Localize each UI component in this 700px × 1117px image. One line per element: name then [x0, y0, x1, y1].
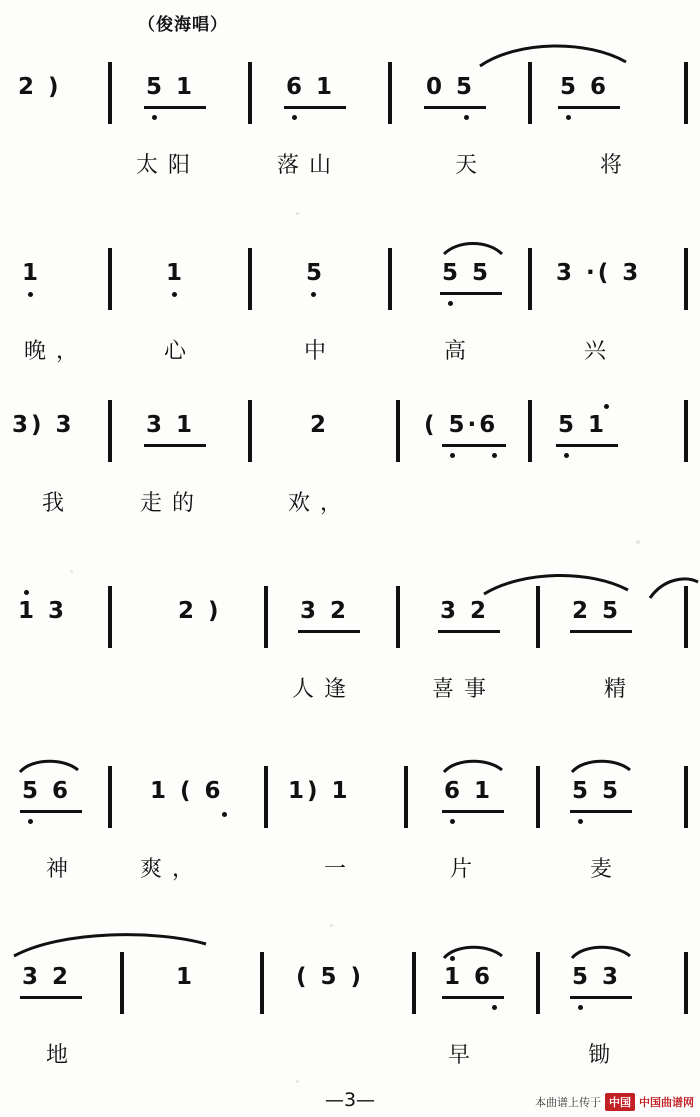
page-number: —3—: [324, 1089, 376, 1111]
barline: [684, 400, 688, 462]
note-group: 2 5: [572, 598, 622, 624]
barline: [684, 766, 688, 828]
octave-dot-low: [448, 301, 453, 306]
note-group: 5 5: [442, 260, 492, 286]
octave-dot-high: [604, 404, 609, 409]
beam-underline: [442, 996, 504, 999]
lyric-text: 锄: [588, 1043, 621, 1068]
slur-arc: [482, 570, 630, 596]
barline: [108, 62, 112, 124]
paper-speck: [636, 540, 640, 544]
barline: [248, 248, 252, 310]
note-group: 1) 1: [288, 778, 351, 804]
note-group: 6 1: [444, 778, 494, 804]
barline: [684, 952, 688, 1014]
octave-dot-high: [24, 590, 29, 595]
lyric-text: 晚，: [24, 339, 89, 364]
slur-arc: [442, 756, 504, 774]
lyric-text: 爽，: [140, 857, 205, 882]
barline: [528, 400, 532, 462]
note-group: 1: [22, 260, 42, 286]
note-group: 3) 3: [12, 412, 75, 438]
octave-dot-low: [311, 292, 316, 297]
octave-dot-low: [450, 819, 455, 824]
barline: [264, 766, 268, 828]
slur-arc: [478, 40, 628, 68]
credit-prefix: 本曲谱上传于: [535, 1096, 601, 1109]
octave-dot-low: [28, 819, 33, 824]
beam-underline: [558, 106, 620, 109]
paper-speck: [296, 1080, 299, 1083]
octave-dot-low: [172, 292, 177, 297]
lyric-text: 我: [42, 491, 75, 516]
beam-underline: [556, 444, 618, 447]
barline: [108, 248, 112, 310]
barline: [396, 586, 400, 648]
note-group: 3 2: [300, 598, 350, 624]
paper-speck: [70, 570, 73, 573]
note-group: 0 5: [426, 74, 476, 100]
note-group: 6 1: [286, 74, 336, 100]
paper-speck: [296, 212, 299, 215]
note-group: 1 6: [444, 964, 494, 990]
lyric-text: 走的: [140, 491, 205, 516]
note-group: 3 ·( 3: [556, 260, 642, 286]
barline: [108, 766, 112, 828]
note-group: 5 3: [572, 964, 622, 990]
barline: [396, 400, 400, 462]
barline: [536, 766, 540, 828]
singer-annotation: （俊海唱）: [138, 15, 228, 35]
note-group: 1: [176, 964, 196, 990]
lyric-text: 欢，: [288, 491, 353, 516]
note-group: 3 1: [146, 412, 196, 438]
lyric-text: 高: [444, 339, 477, 364]
lyric-text: 地: [46, 1043, 79, 1068]
octave-dot-low: [28, 292, 33, 297]
barline: [684, 62, 688, 124]
octave-dot-low: [450, 453, 455, 458]
octave-dot-low: [492, 453, 497, 458]
beam-underline: [442, 810, 504, 813]
beam-underline: [442, 444, 506, 447]
note-group: 1 3: [18, 598, 68, 624]
note-group: 5 1: [558, 412, 608, 438]
barline: [248, 62, 252, 124]
lyric-text: 兴: [584, 339, 617, 364]
note-group: 5 1: [146, 74, 196, 100]
lyric-text: 天: [455, 153, 488, 178]
beam-underline: [284, 106, 346, 109]
barline: [120, 952, 124, 1014]
note-group: 5: [306, 260, 326, 286]
beam-underline: [570, 996, 632, 999]
beam-underline: [298, 630, 360, 633]
beam-underline: [570, 810, 632, 813]
barline: [404, 766, 408, 828]
lyric-text: 人逢: [292, 677, 357, 702]
octave-dot-low: [578, 1005, 583, 1010]
lyric-text: 心: [164, 339, 197, 364]
slur-arc: [570, 756, 632, 774]
lyric-text: 精: [604, 677, 637, 702]
note-group: 5 5: [572, 778, 622, 804]
note-group: 2 ): [18, 74, 62, 100]
beam-underline: [424, 106, 486, 109]
octave-dot-low: [152, 115, 157, 120]
beam-underline: [438, 630, 500, 633]
barline: [684, 248, 688, 310]
slur-arc: [570, 942, 632, 960]
note-group: 3 2: [440, 598, 490, 624]
octave-dot-low: [464, 115, 469, 120]
beam-underline: [144, 444, 206, 447]
beam-underline: [570, 630, 632, 633]
note-group: 1: [166, 260, 186, 286]
site-logo-icon: 中国: [605, 1093, 635, 1111]
lyric-text: 太阳: [136, 153, 201, 178]
note-group: 2 ): [178, 598, 222, 624]
note-group: 2: [310, 412, 330, 438]
barline: [536, 952, 540, 1014]
lyric-text: 麦: [590, 857, 623, 882]
octave-dot-low: [566, 115, 571, 120]
beam-underline: [144, 106, 206, 109]
lyric-text: 中: [304, 339, 337, 364]
slur-arc: [442, 942, 504, 960]
note-group: 3 2: [22, 964, 72, 990]
slur-arc: [442, 238, 504, 256]
note-group: 5 6: [560, 74, 610, 100]
octave-dot-low: [578, 819, 583, 824]
barline: [412, 952, 416, 1014]
octave-dot-low: [222, 812, 227, 817]
barline: [108, 400, 112, 462]
barline: [388, 248, 392, 310]
beam-underline: [440, 292, 502, 295]
barline: [248, 400, 252, 462]
note-group: 1 ( 6: [150, 778, 224, 804]
octave-dot-low: [492, 1005, 497, 1010]
credit-site-name: 中国曲谱网: [639, 1096, 694, 1109]
note-group: ( 5·6: [424, 412, 499, 438]
slur-arc: [18, 756, 80, 774]
lyric-text: 一: [324, 857, 357, 882]
barline: [528, 248, 532, 310]
slur-arc: [648, 574, 700, 600]
lyric-text: 早: [448, 1043, 481, 1068]
paper-speck: [330, 924, 333, 927]
octave-dot-low: [292, 115, 297, 120]
barline: [108, 586, 112, 648]
note-group: ( 5 ): [296, 964, 365, 990]
lyric-text: 片: [450, 857, 483, 882]
barline: [260, 952, 264, 1014]
site-credit: [535, 1093, 694, 1111]
octave-dot-low: [564, 453, 569, 458]
beam-underline: [20, 810, 82, 813]
lyric-text: 喜事: [432, 677, 497, 702]
note-group: 5 6: [22, 778, 72, 804]
barline: [528, 62, 532, 124]
slur-arc: [12, 930, 208, 958]
beam-underline: [20, 996, 82, 999]
barline: [388, 62, 392, 124]
lyric-text: 将: [600, 153, 633, 178]
lyric-text: 落山: [277, 153, 342, 178]
barline: [264, 586, 268, 648]
lyric-text: 神: [46, 857, 79, 882]
